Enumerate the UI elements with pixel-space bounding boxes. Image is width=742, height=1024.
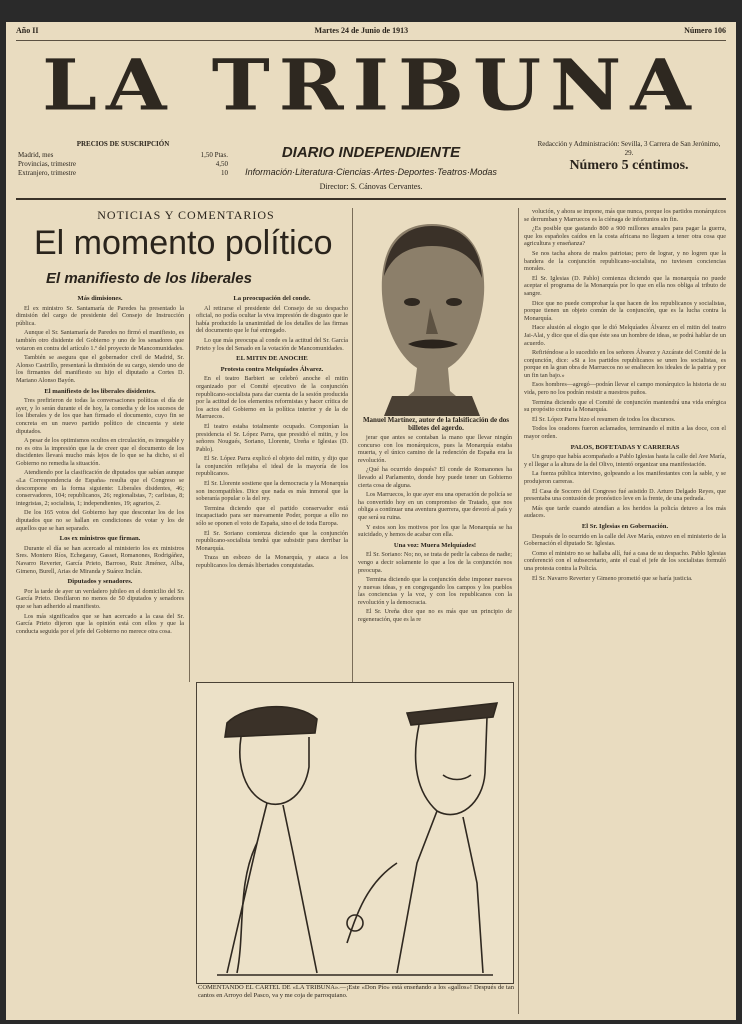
subsection-heading: La preocupación del conde. [233, 295, 311, 302]
prices-heading: PRECIOS DE SUSCRIPCIÓN [76, 140, 170, 148]
paragraph: El Sr. López Parra explicó el objeto del mitin, y dijo que la conjunción reflejaba el ideal de la mayoría de los republicanos. [196, 455, 348, 478]
masthead-tagline: Información·Literatura·Ciencias·Artes·Deportes·Teatros·Modas [245, 167, 497, 177]
article-headline: El momento político [34, 224, 333, 262]
subsection-heading: Los ex ministros que firman. [59, 535, 141, 543]
portrait-caption: Manuel Martínez, autor de la falsificación de dos billetes del agerdo. [362, 416, 510, 432]
paragraph: Dice que no puede comprobar la que hacen de los republicanos y socialistas, porque tienen un objeto común de la conjunción, que es la lucha contra la Monarquía. [524, 299, 726, 322]
column-divider [518, 208, 519, 1014]
paragraph: A pesar de los optimismos ocultos en circulación, es innegable y no es otra la impresión que la de creer que el documento de los discidentes llevará mucho más lejos de lo que se ha dicho, si el Gobierno no remedia la situación. [16, 437, 184, 467]
paragraph: Después de lo ocurrido en la calle del Ave María, estuvo en el ministerio de la Gobernación el diputado Sr. Iglesias. [524, 532, 726, 548]
subsection-heading: El manifiesto de los liberales disidentes. [44, 387, 156, 395]
paragraph: El teatro estaba totalmente ocupado. Componían la presidencia el Sr. López Parra, que presidió el mitin, y los señores Nougués, Soriano, Llorente, Ureña e Iglesias (D. Pablo). [196, 422, 348, 453]
paragraph: Un grupo que había acompañado a Pablo Iglesias hasta la calle del Ave María, y el llegar a la altura de la del Olivo, intentó organizar una manifestación. [524, 453, 726, 468]
paragraph: El Sr. Ureña dice que no es más que un principio de regeneración, que es la re [358, 608, 512, 624]
paragraph: Se nos tacha ahora de malos patriotas; pero de lograr, y no logren que la bandera de la conjunción republicano-socialista, no tuviesen conciencias morales. [524, 249, 726, 273]
issue-number: Número 106 [684, 26, 726, 35]
paragraph: Los Marruecos, lo que ayer era una operación de policía se ha convertido hoy en un compromiso de Tratado, que nos obliga a continuar una aventura guerrera, que devoró al país y que será su ruina. [358, 491, 512, 521]
section-heading: NOTICIAS Y COMENTARIOS [97, 208, 275, 222]
paragraph: Y estos son los motivos por los que la Monarquía se ha suicidado, y hemos de acabar con ella. [358, 523, 512, 539]
article-subhead: El manifiesto de los liberales [46, 270, 252, 287]
paragraph: Por la tarde de ayer un verdadero jubileo en el domicilio del Sr. García Prieto. Desfilaron no menos de 50 diputados y senadores que se han adherido al manifiesto. [16, 587, 184, 610]
masthead-subtitle: DIARIO INDEPENDIENTE [281, 144, 461, 161]
paragraph: ¿Qué ha ocurrido después? El conde de Romanones ha llevado al Parlamento, donde hoy puede tener un Gobierno cierta cosa de alguna. [358, 466, 512, 489]
text-column-2 [196, 292, 348, 680]
subsection-heading: El Sr. Iglesias en Gobernación. [581, 522, 669, 530]
paragraph: Hace alusión al elogio que le dió Melquíades Álvarez en el mitin del teatro Jai-Alai, y dice que el día que éste sea un hombre de ideas, se podrá hablar de un acuerdo. [524, 324, 726, 347]
paragraph: Tres prefirieron de todas la conversaciones políticas el día de ayer, y lo serán durante el de hoy, la comedia y de los sucesos de los liberales y de los que han firmado el documento, cuyo fin se concreta en un nuevo partido político de cincuenta y siete diputados. [16, 397, 184, 435]
paragraph: También se asegura que el gobernador civil de Madrid, Sr. Alonso Castrillo, presentará la dimisión de su cargo, siendo uno de los firmantes del manifiesto su hijo el diputado a Cortes D. Mariano Alonso Bayón. [16, 354, 184, 384]
paragraph: El Sr. Soriano: No; no, se trata de pedir la cabeza de nadie; vengo a decir solamente lo que a los de la conjunción nos preocupa. [358, 551, 512, 574]
cartoon-drawing [197, 683, 513, 983]
paragraph: De los 165 votos del Gobierno hay que descontar los de los diputados que no se hallan en condiciones de votar y los de aquellos que se han separado. [16, 509, 184, 532]
subsection-heading: Protesta contra Melquíades Álvarez. [220, 365, 324, 373]
paragraph: ¿Es posible que gastando 800 a 900 millones anuales para pagar la guerra, que los españoles caídos en la costa africana no lleguen a tener otra cosa que agricultura y enseñanza? [524, 225, 726, 248]
paragraph: Al retirarse el presidente del Consejo de su despacho oficial, no podía ocultar la viva impresión de disgusto que le había producido la unanimidad de los detalles de las firmas del documento que le fué entregado. [196, 304, 348, 335]
issue-price: Número 5 céntimos. [569, 158, 689, 173]
paragraph: Atendiendo por la clasificación de diputados que sabían aunque «La Correspondencia de España» resulta que el Congreso se descompone en la forma siguiente: Liberales disidentes, 46; conservadores, 104; republicanos, 26; regionalistas, 7; carlistas, 8; integristas, 2; socialista, 1; independientes, 19; agrarios, 2. [16, 469, 184, 507]
paragraph: Más que tarde cuando atendían a los heridos la policía detuvo a los más audaces. [524, 504, 726, 520]
subsection-heading: Diputados y senadores. [67, 578, 133, 586]
paragraph: Como el ministro no se hallaba allí, fué a casa de su despacho. Pablo Iglesias conferenció con el subsecretario, ante el cual el jefe de los socialistas formuló una protesta contra la Policía. [524, 549, 726, 572]
paragraph: Aunque el Sr. Santamaría de Paredes no firmó el manifiesto, es también otro disidente del Gobierno y uno de los senadores que votaron en contra del artículo 1.º del proyecto de Mancomunidades. [16, 329, 184, 352]
subsection-heading: Una voz: Muera Melquíades! [393, 541, 477, 549]
price-row: Extranjero, trimestre 10 [18, 169, 228, 177]
text-column-3 [358, 434, 512, 680]
issue-info-line [16, 26, 726, 41]
subsection-heading: Más dimisiones. [77, 295, 123, 302]
column-divider [352, 208, 353, 682]
paragraph: Durante el día se han acercado al ministerio los ex ministros Sres. Montero Ríos, Echegaray, Gasset, Romanones, Rodrigáñez, Navarro Reverter, García Prieto, Barroso, Ruiz Jiménez, Alba, Gimeno, Burell, Arias de Miranda y Suárez Inclán. [16, 544, 184, 575]
paragraph: El Sr. Navarro Reverter y Gimeno prometió que se haría justicia. [532, 574, 693, 582]
paragraph: volución, y ahora se impone, más que nunca, porque los partidos monárquicos se derrumban y Marruecos es la ciénaga de infortunios sin fin. [524, 208, 726, 223]
paragraph: El Sr. López Parra hizo el resumen de todos los discursos. [532, 415, 676, 423]
text-column-4 [524, 208, 726, 1014]
price-row: Madrid, mes 1,50 Ptas. [18, 151, 228, 159]
text-column-1 [16, 292, 184, 1014]
portrait-illustration [362, 216, 502, 416]
year-label: Año II [16, 26, 39, 35]
paragraph: El Sr. Iglesias (D. Pablo) comienza diciendo que la monarquía no puede aceptar el programa de la Monarquía por lo que en ella nos obliga al tributo de sangre. [524, 274, 726, 297]
paragraph: Traza un esbozo de la Monarquía, y ataca a los republicanos los demás libertades conquistadas. [196, 554, 348, 569]
paragraph: Todos los oradores fueron aclamados, terminando el mitin a las doce, con el mayor orden. [524, 425, 726, 441]
date-label: Martes 24 de Junio de 1913 [314, 26, 409, 35]
paragraph: Termina diciendo que el Comité de conjunción mantendrá una vida enérgica su propósito contra la Monarquía. [524, 398, 726, 414]
paragraph: El Casa de Socorro del Congreso fué asistido D. Arturo Delgado Reyes, que presentaba una contusión de pronóstico leve en la frente, de una pedrada. [524, 487, 726, 503]
paragraph: La fuerza pública intervino, golpeando a los manifestantes con la sable, y se produjeron carreras. [524, 470, 726, 485]
subsection-heading: PALOS, BOFETADAS Y CARRERAS [570, 443, 680, 451]
paragraph: Termina diciendo que la conjunción debe imponer nuevos y nuevas ideas, y en congregando los campos y los pueblos las conciencias y la voz, y con los republicanos con la revolución y la democracia. [358, 576, 512, 606]
address-block [534, 140, 724, 173]
director-line: Director: S. Cánovas Cervantes. [319, 182, 423, 191]
subsection-heading: EL MITIN DE ANOCHE [236, 355, 308, 363]
address-text: Redacción y Administración: Sevilla, 3 Carrera de San Jerónimo, 29. [537, 140, 721, 157]
paragraph: Termina diciendo que el partido conservador está incapacitado para ser nuevamente Poder, porque a ello no sólo se oponen el voto de España, sino el de toda Europa. [196, 504, 348, 528]
paragraph: Lo que más preocupa al conde es la actitud del Sr. García Prieto y los del Senado en la votación de Mancomunidades. [196, 336, 348, 352]
price-row: Provincias, trimestre 4,50 [18, 160, 228, 168]
paragraph: Refiriéndose a lo sucedido en los señores Álvarez y Azcárate del Comité de la conjunción, dice: «Si a los partidos republicanos se unen los socialistas, es porque en la gran obra de Marruecos no se enaltecen los ideales de la patria y por un fin tan bajo.» [524, 349, 726, 379]
paragraph: jerar que antes se contaban la mano que llevar ningún concurso con los monárquicos, pues la Monarquía estaba muerta, y el único camino de la redención de España era la revolución. [358, 434, 512, 464]
paragraph: El ex ministro Sr. Santamaría de Paredes ha presentado la dimisión del cargo de presidente del Consejo de Instrucción pública. [16, 304, 184, 327]
column-divider [189, 314, 190, 682]
masthead-rule [16, 198, 726, 200]
paragraph: Los más significados que se han acercado a la casa del Sr. García Prieto dijeron que la opinión está con ellos y que la conducta seguida por el jefe del Gobierno no merece otra cosa. [16, 612, 184, 635]
cartoon-caption: COMENTANDO EL CARTEL DE «LA TRIBUNA».—¡Este «Don Pío» está enseñando a los «gallos»! Después de tan cantos en Arroyo del Pasco, va y me coja de parroquiano. [198, 984, 514, 999]
paragraph: El Sr. Llorente sostiene que la democracia y la Monarquía son incompatibles. Dice que nada es más inmoral que la soberanía popular o la del rey. [196, 480, 348, 503]
paragraph: El Sr. Soriano comienza diciendo que la conjunción republicano-socialista tendrá que subsistir para derribar la Monarquía. [196, 529, 348, 552]
masthead-title: LA TRIBUNA [42, 44, 700, 127]
paragraph: Esos hombres—agregó—podrán llevar el campo monárquico la historia de su vida, pero no los podrán resistir a nuestros puños. [524, 381, 726, 397]
cartoon-illustration [196, 682, 514, 984]
portrait-photo [362, 216, 502, 416]
paragraph: En el teatro Barbieri se celebró anoche el mitin organizado por el Comité ejecutivo de la conjunción republicano-socialista para dar cuenta de la sesión producida por la actitud de los elementos reformistas y hacer crítica de los actos del Gobierno en la política interior y de la de Marruecos. [196, 375, 348, 421]
newspaper-page [6, 22, 736, 1020]
